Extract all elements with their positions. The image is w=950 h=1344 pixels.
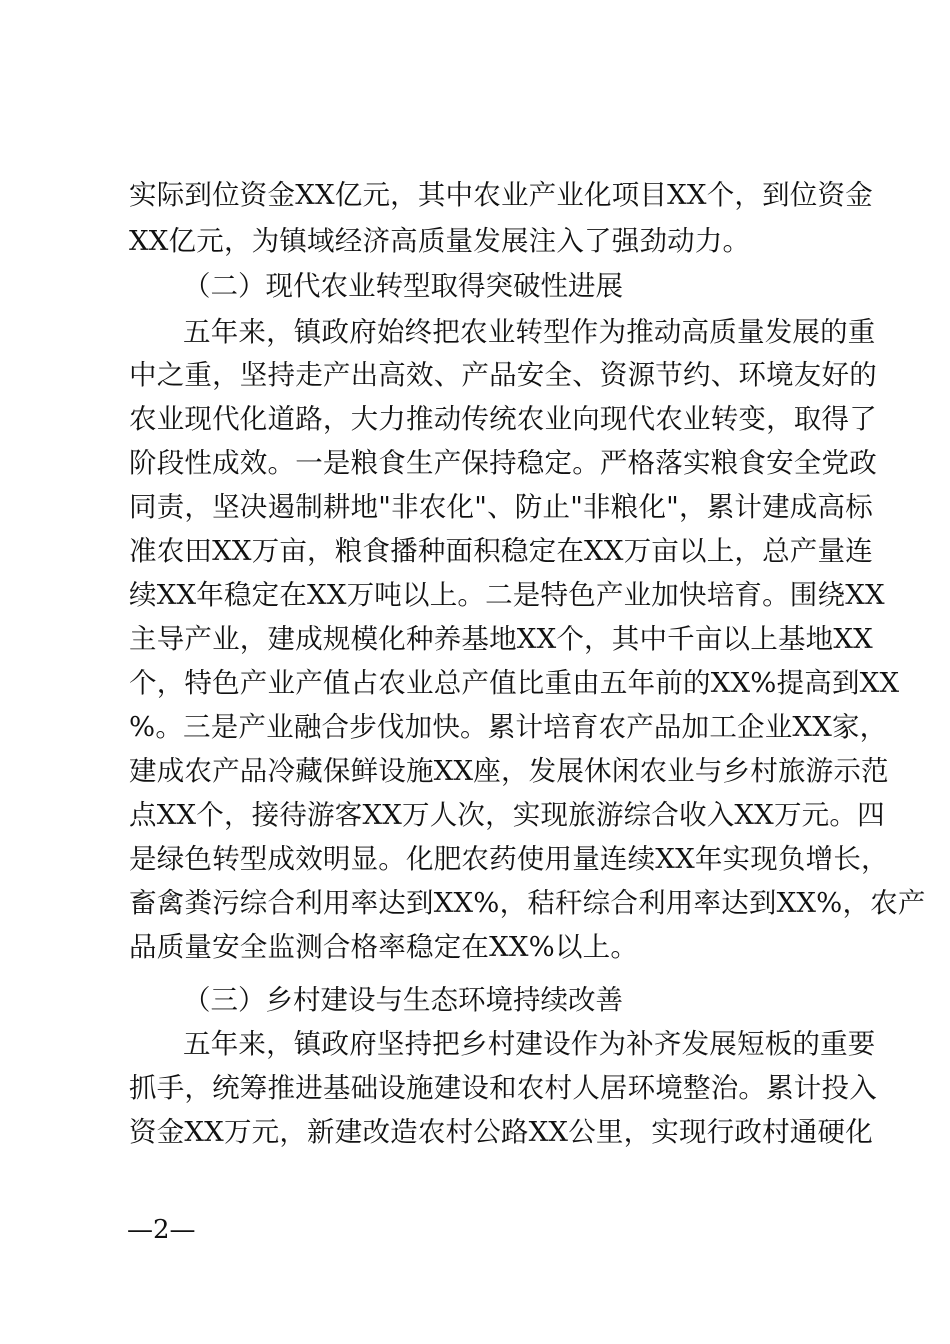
paragraph-line: 农业现代化道路，大力推动传统农业向现代农业转变，取得了 <box>129 403 877 435</box>
paragraph-line: %。三是产业融合步伐加快。累计培育农产品加工企业XX家， <box>129 711 888 743</box>
paragraph-line: 续XX年稳定在XX万吨以上。二是特色产业加快培育。围绕XX <box>129 579 885 611</box>
paragraph-line: 抓手，统筹推进基础设施建设和农村人居环境整治。累计投入 <box>129 1072 877 1104</box>
paragraph-line: 是绿色转型成效明显。化肥农药使用量连续XX年实现负增长， <box>129 843 889 875</box>
paragraph-line: 资金XX万元，新建改造农村公路XX公里，实现行政村通硬化 <box>129 1116 873 1148</box>
paragraph-line: 五年来，镇政府坚持把乡村建设作为补齐发展短板的重要 <box>183 1028 876 1060</box>
paragraph-line: 五年来，镇政府始终把农业转型作为推动高质量发展的重 <box>183 316 876 348</box>
paragraph-line: 品质量安全监测合格率稳定在XX%以上。 <box>129 931 639 963</box>
paragraph-line: 同责，坚决遏制耕地"非农化"、防止"非粮化"，累计建成高标 <box>129 491 873 523</box>
page-number: —2— <box>127 1215 196 1245</box>
paragraph-line: 点XX个，接待游客XX万人次，实现旅游综合收入XX万元。四 <box>129 799 885 831</box>
paragraph-line: 准农田XX万亩，粮食播种面积稳定在XX万亩以上，总产量连 <box>129 535 873 567</box>
paragraph-line: 阶段性成效。一是粮食生产保持稳定。严格落实粮食安全党政 <box>129 447 877 479</box>
paragraph-line: 实际到位资金XX亿元，其中农业产业化项目XX个，到位资金 <box>129 179 873 211</box>
paragraph-line: 中之重，坚持走产出高效、产品安全、资源节约、环境友好的 <box>129 359 877 391</box>
section-heading: （三）乡村建设与生态环境持续改善 <box>183 984 623 1016</box>
paragraph-line: 建成农产品冷藏保鲜设施XX座，发展休闲农业与乡村旅游示范 <box>129 755 889 787</box>
paragraph-line: 主导产业，建成规模化种养基地XX个，其中千亩以上基地XX <box>129 623 873 655</box>
paragraph-line: 畜禽粪污综合利用率达到XX%，秸秆综合利用率达到XX%，农产 <box>129 887 926 919</box>
section-heading: （二）现代农业转型取得突破性进展 <box>183 270 623 302</box>
paragraph-line: 个，特色产业产值占农业总产值比重由五年前的XX%提高到XX <box>129 667 900 699</box>
paragraph-line: XX亿元，为镇域经济高质量发展注入了强劲动力。 <box>129 225 751 257</box>
